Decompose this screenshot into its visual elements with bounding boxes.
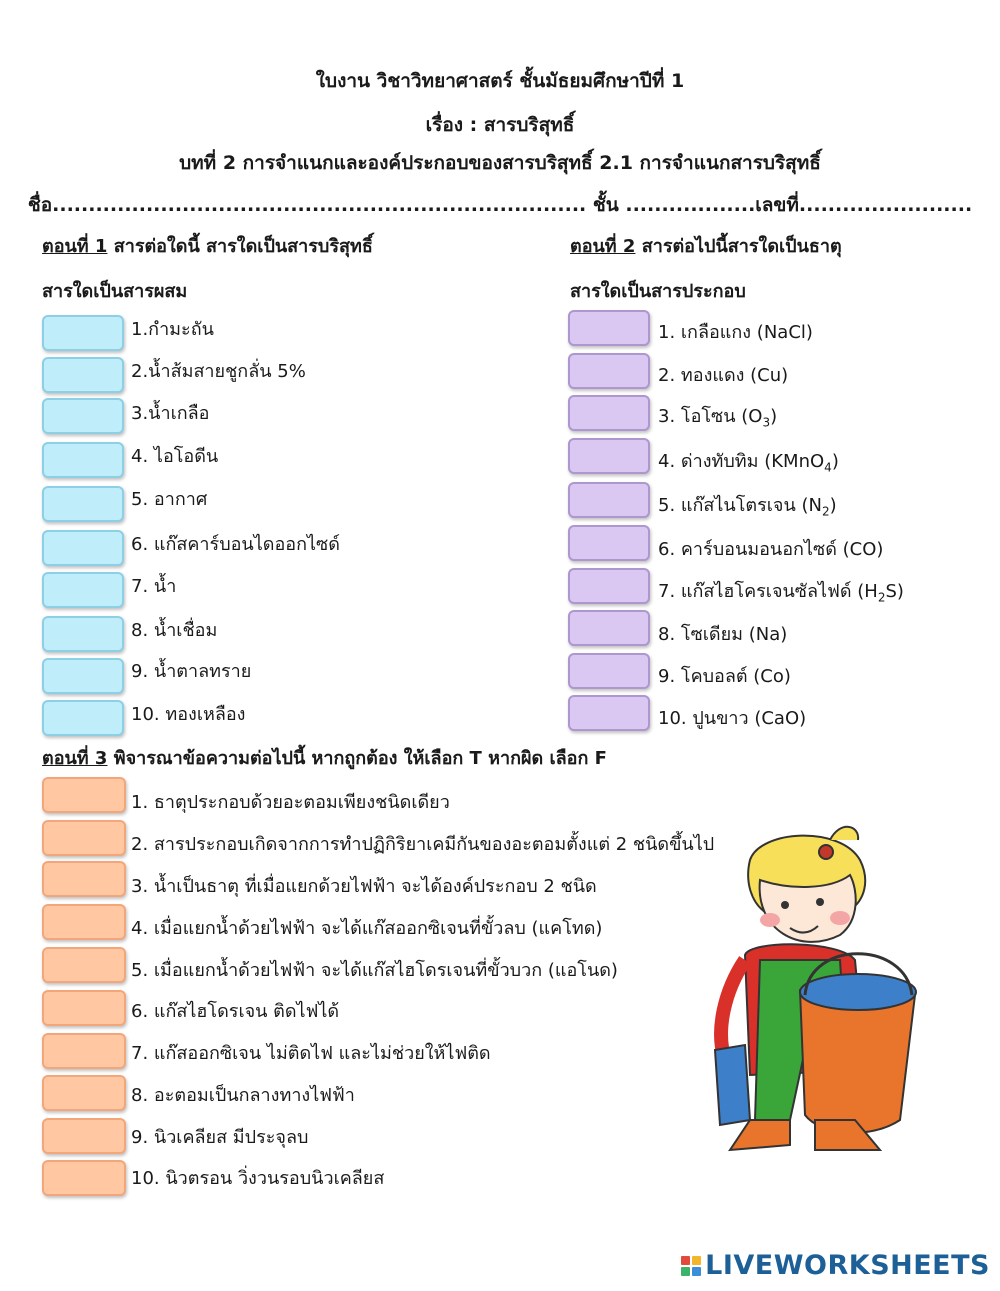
- student-info-line: ชื่อ.......................................................................... ชั้น ..................เลขที่........................: [27, 194, 973, 216]
- part1-item: 6. แก๊สคาร์บอนไดออกไซด์: [131, 534, 340, 555]
- answer-box-part3[interactable]: [42, 947, 126, 983]
- answer-box-part2[interactable]: [568, 610, 650, 646]
- answer-box-part1[interactable]: [42, 616, 124, 652]
- part2-item-subscript: 3: [762, 415, 771, 430]
- part2-item-text: 7. แก๊สไฮโครเจนซัลไฟด์ (H: [658, 581, 878, 602]
- part2-item: 8. โซเดียม (Na): [658, 624, 788, 645]
- worksheet-title: ใบงาน วิชาวิทยาศาสตร์ ชั้นมัธยมศึกษาปีที่ 1: [315, 70, 685, 92]
- part1-item: 4. ไอโอดีน: [131, 446, 219, 467]
- part2-item-text: 4. ด่างทับทิม (KMnO: [658, 451, 825, 472]
- part2-item-text-end: ): [831, 451, 839, 472]
- part2-subtitle: สารใดเป็นสารประกอบ: [570, 281, 746, 302]
- answer-box-part3[interactable]: [42, 1033, 126, 1069]
- liveworksheets-logo: [681, 1250, 990, 1281]
- part3-title: พิจารณาข้อความต่อไปนี้ หากถูกต้อง ให้เลือก T หากผิด เลือก F: [107, 748, 607, 769]
- part2-title: สารต่อไปนี้สารใดเป็นธาตุ: [635, 236, 842, 257]
- answer-box-part2[interactable]: [568, 482, 650, 518]
- part1-label: ตอนที่ 1: [42, 236, 108, 257]
- part2-item-text-end: S): [885, 581, 904, 602]
- part2-item: [658, 446, 839, 475]
- answer-box-part3[interactable]: [42, 820, 126, 856]
- answer-box-part1[interactable]: [42, 700, 124, 736]
- part3-item: 5. เมื่อแยกน้ำด้วยไฟฟ้า จะได้แก๊สไฮโดรเจนที่ขั้วบวก (แอโนด): [131, 960, 618, 981]
- part2-item-subscript: 2: [877, 590, 886, 605]
- answer-box-part1[interactable]: [42, 442, 124, 478]
- part2-item-text: 5. แก๊สไนโตรเจน (N: [658, 495, 822, 516]
- part2-item: 9. โคบอลต์ (Co): [658, 666, 791, 687]
- part3-item: 7. แก๊สออกซิเจน ไม่ติดไฟ และไม่ช่วยให้ไฟติด: [131, 1043, 491, 1064]
- part2-item: [658, 401, 777, 430]
- answer-box-part2[interactable]: [568, 653, 650, 689]
- part2-label: ตอนที่ 2: [570, 236, 636, 257]
- worksheet-chapter: บทที่ 2 การจำแนกและองค์ประกอบของสารบริสุทธิ์ 2.1 การจำแนกสารบริสุทธิ์: [179, 152, 821, 174]
- part1-item: 2.น้ำส้มสายชูกลั่น 5%: [131, 361, 306, 382]
- part2-item: 10. ปูนขาว (CaO): [658, 708, 807, 729]
- part3-item: 6. แก๊สไฮโดรเจน ติดไฟได้: [131, 1001, 340, 1022]
- part3-item: 3. น้ำเป็นธาตุ ที่เมื่อแยกด้วยไฟฟ้า จะได้องค์ประกอบ 2 ชนิด: [131, 876, 597, 897]
- answer-box-part3[interactable]: [42, 904, 126, 940]
- answer-box-part1[interactable]: [42, 486, 124, 522]
- part1-item: 9. น้ำตาลทราย: [131, 661, 252, 682]
- part1-item: 1.กำมะถัน: [131, 319, 214, 340]
- part3-item: 9. นิวเคลียส มีประจุลบ: [131, 1127, 309, 1148]
- part1-heading: [42, 231, 373, 260]
- part1-item: 10. ทองเหลือง: [131, 704, 246, 725]
- answer-box-part2[interactable]: [568, 568, 650, 604]
- part1-item: 7. น้ำ: [131, 576, 177, 597]
- part3-item: 1. ธาตุประกอบด้วยอะตอมเพียงชนิดเดียว: [131, 792, 450, 813]
- answer-box-part2[interactable]: [568, 525, 650, 561]
- part3-label: ตอนที่ 3: [42, 748, 108, 769]
- part2-item-text-end: ): [770, 406, 778, 427]
- part2-item-subscript: 4: [824, 460, 832, 475]
- part2-heading: [570, 231, 842, 260]
- part3-heading: [42, 743, 607, 772]
- part2-item-text: 3. โอโซน (O: [658, 406, 763, 427]
- part1-item: 5. อากาศ: [131, 489, 208, 510]
- part1-title: สารต่อใดนี้ สารใดเป็นสารบริสุทธิ์: [107, 236, 373, 257]
- part1-item: 8. น้ำเชื่อม: [131, 620, 218, 641]
- child-carrying-bucket-icon: [690, 820, 920, 1190]
- logo-mark-icon: [681, 1256, 701, 1276]
- answer-box-part2[interactable]: [568, 353, 650, 389]
- part2-item: 6. คาร์บอนมอนอกไซด์ (CO): [658, 539, 884, 560]
- answer-box-part1[interactable]: [42, 530, 124, 566]
- answer-box-part3[interactable]: [42, 1075, 126, 1111]
- answer-box-part2[interactable]: [568, 395, 650, 431]
- part3-item: 8. อะตอมเป็นกลางทางไฟฟ้า: [131, 1085, 355, 1106]
- part2-item: [658, 490, 837, 519]
- answer-box-part2[interactable]: [568, 438, 650, 474]
- part2-item-text-end: ): [829, 495, 837, 516]
- answer-box-part1[interactable]: [42, 572, 124, 608]
- part3-item: 2. สารประกอบเกิดจากการทำปฏิกิริยาเคมีกันของอะตอมตั้งแต่ 2 ชนิดขึ้นไป: [131, 834, 715, 855]
- part2-item: [658, 576, 904, 605]
- part2-item-subscript: 2: [821, 504, 830, 519]
- answer-box-part1[interactable]: [42, 357, 124, 393]
- answer-box-part3[interactable]: [42, 990, 126, 1026]
- answer-box-part2[interactable]: [568, 695, 650, 731]
- worksheet-topic: เรื่อง : สารบริสุทธิ์: [425, 114, 575, 136]
- part2-item: 2. ทองแดง (Cu): [658, 365, 789, 386]
- part3-item: 10. นิวตรอน วิ่งวนรอบนิวเคลียส: [131, 1168, 385, 1189]
- answer-box-part2[interactable]: [568, 310, 650, 346]
- part3-item: 4. เมื่อแยกน้ำด้วยไฟฟ้า จะได้แก๊สออกซิเจนที่ขั้วลบ (แคโทด): [131, 918, 603, 939]
- answer-box-part1[interactable]: [42, 398, 124, 434]
- logo-text: LIVEWORKSHEETS: [705, 1250, 990, 1281]
- part2-item: 1. เกลือแกง (NaCl): [658, 322, 813, 343]
- part1-item: 3.น้ำเกลือ: [131, 403, 210, 424]
- answer-box-part1[interactable]: [42, 658, 124, 694]
- part1-subtitle: สารใดเป็นสารผสม: [42, 281, 188, 302]
- answer-box-part3[interactable]: [42, 1118, 126, 1154]
- answer-box-part1[interactable]: [42, 315, 124, 351]
- answer-box-part3[interactable]: [42, 777, 126, 813]
- answer-box-part3[interactable]: [42, 861, 126, 897]
- answer-box-part3[interactable]: [42, 1160, 126, 1196]
